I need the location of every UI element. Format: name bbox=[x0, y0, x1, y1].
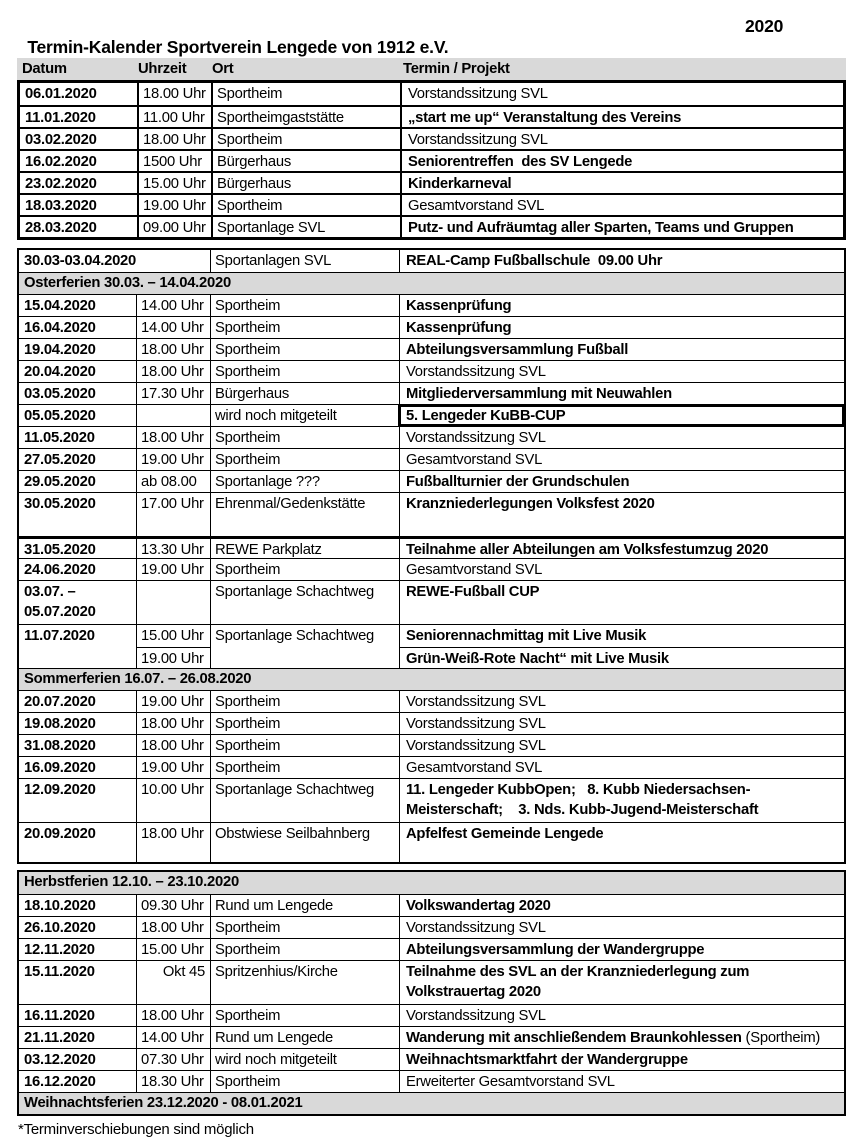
ort-cell: REWE Parkplatz bbox=[210, 539, 399, 558]
time-cell bbox=[136, 405, 210, 426]
date-cell: 23.02.2020 bbox=[25, 175, 97, 192]
time-cell: 10.00 Uhr bbox=[136, 779, 210, 822]
date-cell: 16.09.2020 bbox=[24, 759, 96, 776]
date-cell: 27.05.2020 bbox=[24, 451, 96, 468]
termin-line: 11. Lengeder KubbOpen; 8. Kubb Niedersachsen- bbox=[406, 781, 751, 798]
termin-line: Volkstrauertag 2020 bbox=[406, 984, 541, 1000]
termin-cell bbox=[399, 1027, 844, 1048]
termin-cell: Vorstandssitzung SVL bbox=[399, 735, 844, 756]
ort-cell: Sportheim bbox=[210, 939, 399, 960]
ort-cell: Sportheim bbox=[210, 757, 399, 778]
event-row bbox=[19, 822, 844, 862]
time-cell: 11.00 Uhr bbox=[137, 107, 211, 127]
table-block bbox=[17, 80, 846, 240]
termin-cell: Seniorennachmittag mit Live Musik bbox=[399, 625, 844, 647]
time-cell: 19.00 Uhr bbox=[136, 691, 210, 712]
event-row bbox=[19, 404, 844, 426]
date-cell: 28.03.2020 bbox=[25, 219, 97, 236]
column-header-ort: Ort bbox=[212, 61, 234, 77]
termin-cell: Vorstandssitzung SVL bbox=[399, 713, 844, 734]
ort-cell: Sportanlage ??? bbox=[210, 471, 399, 492]
date-cell: 31.05.2020 bbox=[24, 541, 96, 558]
title-year: 2020 bbox=[745, 16, 784, 36]
time-cell: 07.30 Uhr bbox=[136, 1049, 210, 1070]
time-cell: 13.30 Uhr bbox=[136, 539, 210, 558]
time-cell: 15.00 Uhr bbox=[136, 939, 210, 960]
ort-cell: Sportheim bbox=[211, 83, 400, 105]
time-cell: 18.00 Uhr bbox=[136, 427, 210, 448]
termin-cell: Fußballturnier der Grundschulen bbox=[399, 471, 844, 492]
event-row bbox=[19, 712, 844, 734]
ort-cell: Sportanlagen SVL bbox=[210, 250, 399, 272]
ort-cell: Sportheim bbox=[210, 295, 399, 316]
section-row: Sommerferien 16.07. – 26.08.2020 bbox=[19, 668, 844, 690]
date-cell: 20.04.2020 bbox=[24, 363, 96, 380]
ort-cell: Rund um Lengede bbox=[210, 1027, 399, 1048]
event-row bbox=[19, 338, 844, 360]
event-row bbox=[20, 83, 843, 105]
table-block bbox=[17, 870, 846, 1116]
event-row bbox=[19, 294, 844, 316]
termin-cell: Gesamtvorstand SVL bbox=[399, 757, 844, 778]
event-row bbox=[19, 1048, 844, 1070]
table-body bbox=[17, 80, 846, 1116]
termin-cell: Seniorentreffen des SV Lengede bbox=[400, 151, 843, 171]
page-title: Termin-Kalender Sportverein Lengede von 1912 e.V. bbox=[27, 37, 449, 57]
ort-cell: Ehrenmal/Gedenkstätte bbox=[210, 493, 399, 536]
date-cell: 05.05.2020 bbox=[24, 407, 96, 424]
date-cell: 19.04.2020 bbox=[24, 341, 96, 358]
time-cell: 19.00 Uhr bbox=[136, 449, 210, 470]
ort-cell: Sportanlage Schachtweg bbox=[210, 779, 399, 822]
event-row bbox=[20, 215, 843, 237]
termin-cell: Gesamtvorstand SVL bbox=[399, 559, 844, 580]
ort-cell: Sportheim bbox=[210, 691, 399, 712]
event-row bbox=[19, 960, 844, 1004]
ort-cell: Sportheim bbox=[210, 917, 399, 938]
time-cell: 15.00 Uhr bbox=[137, 173, 211, 193]
event-row bbox=[19, 558, 844, 580]
table-block bbox=[17, 248, 846, 864]
termin-note: (Sportheim) bbox=[741, 1029, 821, 1046]
time-cell: 18.00 Uhr bbox=[136, 917, 210, 938]
ort-cell: Spritzenhius/Kirche bbox=[210, 961, 399, 1004]
ort-cell: Bürgerhaus bbox=[211, 173, 400, 193]
date-cell: 16.04.2020 bbox=[24, 319, 96, 336]
termin-cell: Grün-Weiß-Rote Nacht“ mit Live Musik bbox=[399, 647, 844, 669]
table-gap bbox=[17, 240, 846, 248]
ort-cell: Sportheim bbox=[210, 735, 399, 756]
footnote: *Terminverschiebungen sind möglich bbox=[18, 1121, 254, 1138]
ort-cell: wird noch mitgeteilt bbox=[210, 1049, 399, 1070]
termin-cell: Vorstandssitzung SVL bbox=[399, 917, 844, 938]
ort-cell: Rund um Lengede bbox=[210, 895, 399, 916]
time-cell: 19.00 Uhr bbox=[136, 647, 210, 669]
ort-cell: Sportheim bbox=[210, 339, 399, 360]
time-cell: 18.00 Uhr bbox=[136, 735, 210, 756]
date-cell: 16.11.2020 bbox=[24, 1007, 95, 1024]
section-row: Weihnachtsferien 23.12.2020 - 08.01.2021 bbox=[19, 1092, 844, 1114]
event-row bbox=[19, 778, 844, 822]
date-cell: 21.11.2020 bbox=[24, 1029, 95, 1046]
time-cell: 15.00 Uhr bbox=[136, 625, 210, 647]
termin-cell bbox=[399, 779, 844, 822]
ort-cell: Sportheim bbox=[210, 713, 399, 734]
section-row: Herbstferien 12.10. – 23.10.2020 bbox=[19, 872, 844, 894]
time-cell: 18.30 Uhr bbox=[136, 1071, 210, 1092]
time-cell: 18.00 Uhr bbox=[136, 713, 210, 734]
date-cell: 03.12.2020 bbox=[24, 1051, 96, 1068]
date-cell: 26.10.2020 bbox=[24, 919, 96, 936]
event-row bbox=[20, 193, 843, 215]
date-cell: 16.12.2020 bbox=[24, 1073, 96, 1090]
termin-cell bbox=[399, 961, 844, 1004]
termin-cell: Mitgliederversammlung mit Neuwahlen bbox=[399, 383, 844, 404]
event-row bbox=[19, 1004, 844, 1026]
ort-cell: Sportanlage Schachtweg bbox=[210, 581, 399, 624]
date-cell: 15.04.2020 bbox=[24, 297, 96, 314]
termin-cell: Vorstandssitzung SVL bbox=[399, 691, 844, 712]
ort-cell: Sportheim bbox=[210, 361, 399, 382]
date-cell: 18.03.2020 bbox=[25, 197, 97, 214]
date-cell: 18.10.2020 bbox=[24, 897, 96, 914]
date-cell: 20.09.2020 bbox=[24, 825, 96, 842]
date-cell: 11.01.2020 bbox=[25, 109, 96, 126]
termin-cell: Volkswandertag 2020 bbox=[399, 895, 844, 916]
time-cell: 14.00 Uhr bbox=[136, 295, 210, 316]
section-row: Osterferien 30.03. – 14.04.2020 bbox=[19, 272, 844, 294]
termin-cell: Vorstandssitzung SVL bbox=[399, 427, 844, 448]
termin-cell: Teilnahme aller Abteilungen am Volksfestumzug 2020 bbox=[399, 539, 844, 558]
termin-line: Meisterschaft; 3. Nds. Kubb-Jugend-Meisterschaft bbox=[406, 802, 759, 818]
event-row bbox=[19, 316, 844, 338]
event-row bbox=[19, 894, 844, 916]
time-cell: 18.00 Uhr bbox=[136, 339, 210, 360]
time-cell: 09.30 Uhr bbox=[136, 895, 210, 916]
event-row bbox=[19, 360, 844, 382]
termin-cell: Vorstandssitzung SVL bbox=[400, 83, 843, 105]
termin-cell: Gesamtvorstand SVL bbox=[399, 449, 844, 470]
termin-line: Teilnahme des SVL an der Kranzniederlegung zum bbox=[406, 963, 750, 980]
date-cell: 31.08.2020 bbox=[24, 737, 96, 754]
date-cell: 15.11.2020 bbox=[24, 963, 95, 980]
event-row bbox=[19, 938, 844, 960]
date-line: 05.07.2020 bbox=[24, 604, 96, 620]
time-cell: 17.00 Uhr bbox=[136, 493, 210, 536]
ort-cell: Obstwiese Seilbahnberg bbox=[210, 823, 399, 862]
date-cell bbox=[19, 581, 136, 624]
event-row bbox=[20, 149, 843, 171]
termin-cell: Kinderkarneval bbox=[400, 173, 843, 193]
ort-cell: Sportheim bbox=[210, 1071, 399, 1092]
event-row bbox=[20, 127, 843, 149]
date-cell: 29.05.2020 bbox=[24, 473, 96, 490]
event-row bbox=[19, 580, 844, 624]
time-cell: 14.00 Uhr bbox=[136, 1027, 210, 1048]
ort-cell: Sportheimgaststätte bbox=[211, 107, 400, 127]
date-line: 03.07. – bbox=[24, 583, 76, 600]
ort-cell: Sportheim bbox=[210, 1005, 399, 1026]
time-cell: Okt 45 bbox=[136, 961, 210, 1004]
event-row bbox=[19, 734, 844, 756]
column-header-datum: Datum bbox=[22, 61, 67, 77]
time-cell: 18.00 Uhr bbox=[136, 1005, 210, 1026]
date-cell: 30.05.2020 bbox=[24, 495, 96, 512]
time-cell: 09.00 Uhr bbox=[137, 217, 211, 237]
ort-cell: Sportheim bbox=[210, 427, 399, 448]
time-cell: 18.00 Uhr bbox=[136, 823, 210, 862]
termin-cell: „start me up“ Veranstaltung des Vereins bbox=[400, 107, 843, 127]
termin-cell: 5. Lengeder KuBB-CUP bbox=[399, 405, 844, 426]
time-cell: 19.00 Uhr bbox=[136, 559, 210, 580]
ort-cell: Bürgerhaus bbox=[210, 383, 399, 404]
date-cell: 11.05.2020 bbox=[24, 429, 95, 446]
ort-cell: wird noch mitgeteilt bbox=[210, 405, 399, 426]
event-row bbox=[19, 1026, 844, 1048]
calendar-table bbox=[17, 58, 846, 1138]
date-cell: 20.07.2020 bbox=[24, 693, 96, 710]
time-cell: 14.00 Uhr bbox=[136, 317, 210, 338]
termin-text: Wanderung mit anschließendem Braunkohlessen bbox=[406, 1029, 742, 1046]
ort-cell: Sportheim bbox=[210, 449, 399, 470]
time-cell: 19.00 Uhr bbox=[136, 757, 210, 778]
event-row bbox=[19, 690, 844, 712]
event-row bbox=[19, 536, 844, 558]
event-row bbox=[19, 492, 844, 536]
ort-cell: Bürgerhaus bbox=[211, 151, 400, 171]
termin-cell: Putz- und Aufräumtag aller Sparten, Teams und Gruppen bbox=[400, 217, 843, 237]
termin-cell: Gesamtvorstand SVL bbox=[400, 195, 843, 215]
ort-cell: Sportheim bbox=[210, 317, 399, 338]
date-cell: 30.03-03.04.2020 bbox=[24, 252, 137, 269]
time-cell: 18.00 Uhr bbox=[137, 129, 211, 149]
event-row bbox=[19, 756, 844, 778]
date-cell: 12.09.2020 bbox=[24, 781, 96, 798]
termin-cell: REWE-Fußball CUP bbox=[399, 581, 844, 624]
date-cell: 16.02.2020 bbox=[25, 153, 97, 170]
termin-cell: Apfelfest Gemeinde Lengede bbox=[399, 823, 844, 862]
event-row bbox=[19, 916, 844, 938]
event-row bbox=[19, 1070, 844, 1092]
date-cell: 12.11.2020 bbox=[24, 941, 95, 958]
time-cell: 17.30 Uhr bbox=[136, 383, 210, 404]
date-cell: 11.07.2020 bbox=[24, 627, 95, 644]
time-cell: 1500 Uhr bbox=[137, 151, 211, 171]
time-cell bbox=[136, 581, 210, 624]
termin-cell: Kranzniederlegungen Volksfest 2020 bbox=[399, 493, 844, 536]
time-cell: 18.00 Uhr bbox=[137, 83, 211, 105]
termin-cell: Weihnachtsmarktfahrt der Wandergruppe bbox=[399, 1049, 844, 1070]
ort-cell: Sportanlage SVL bbox=[211, 217, 400, 237]
ort-cell: Sportheim bbox=[211, 129, 400, 149]
event-row bbox=[19, 250, 844, 272]
event-row bbox=[19, 448, 844, 470]
event-row bbox=[19, 470, 844, 492]
date-cell: 19.08.2020 bbox=[24, 715, 96, 732]
date-cell: 24.06.2020 bbox=[24, 561, 96, 578]
time-cell: 19.00 Uhr bbox=[137, 195, 211, 215]
termin-cell: Abteilungsversammlung Fußball bbox=[399, 339, 844, 360]
ort-cell: Sportheim bbox=[210, 559, 399, 580]
termin-cell: Abteilungsversammlung der Wandergruppe bbox=[399, 939, 844, 960]
event-row bbox=[20, 105, 843, 127]
termin-cell: Erweiterter Gesamtvorstand SVL bbox=[399, 1071, 844, 1092]
column-header-uhrzeit: Uhrzeit bbox=[138, 61, 187, 77]
termin-cell: Vorstandssitzung SVL bbox=[399, 1005, 844, 1026]
termin-cell: REAL-Camp Fußballschule 09.00 Uhr bbox=[399, 250, 844, 272]
event-row bbox=[19, 426, 844, 448]
time-cell: ab 08.00 bbox=[136, 471, 210, 492]
date-cell: 03.05.2020 bbox=[24, 385, 96, 402]
event-row bbox=[20, 171, 843, 193]
ort-cell: Sportanlage Schachtweg bbox=[210, 625, 399, 669]
column-header-termin: Termin / Projekt bbox=[403, 61, 510, 77]
termin-cell: Vorstandssitzung SVL bbox=[400, 129, 843, 149]
table-header-row bbox=[17, 58, 846, 80]
date-cell: 06.01.2020 bbox=[25, 85, 97, 102]
date-cell: 03.02.2020 bbox=[25, 131, 97, 148]
termin-cell: Vorstandssitzung SVL bbox=[399, 361, 844, 382]
event-row bbox=[19, 382, 844, 404]
termin-cell: Kassenprüfung bbox=[399, 317, 844, 338]
termin-cell: Kassenprüfung bbox=[399, 295, 844, 316]
event-row bbox=[19, 624, 844, 668]
ort-cell: Sportheim bbox=[211, 195, 400, 215]
time-cell: 18.00 Uhr bbox=[136, 361, 210, 382]
